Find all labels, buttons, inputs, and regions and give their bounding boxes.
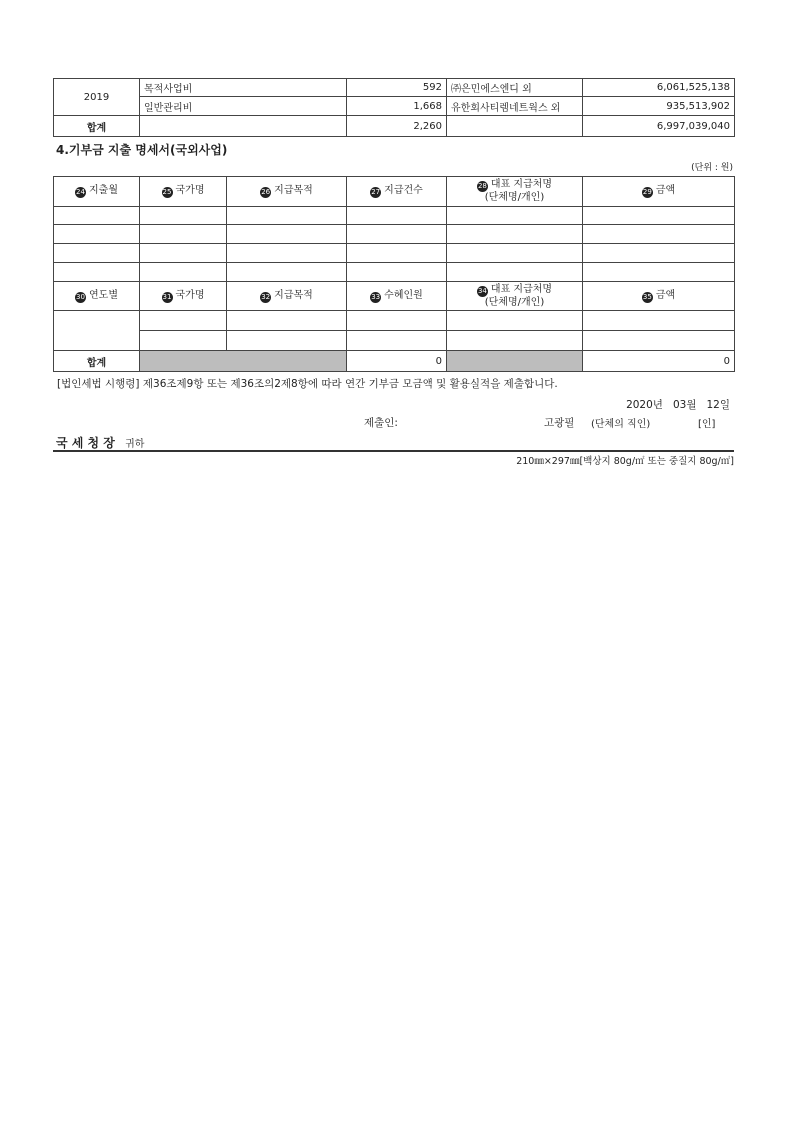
total-label: 합계: [54, 116, 140, 137]
header-representative-payee: 28 대표 지급처명 (단체명/개인): [447, 177, 583, 207]
foreign-expense-table: [53, 176, 735, 372]
table-row: [54, 263, 735, 282]
table-row: [54, 225, 735, 244]
empty-cell: [140, 116, 347, 137]
submitter-label: 제출인:: [364, 417, 398, 429]
recipient-cell: 유한회사티렘네트웍스 외: [447, 97, 583, 116]
table-row: [54, 207, 735, 225]
seal-mark: [인]: [698, 419, 716, 430]
header-purpose: 32 지급목적: [227, 282, 347, 311]
paper-spec: 210㎜×297㎜[백상지 80g/㎡ 또는 중질지 80g/㎡]: [516, 456, 734, 467]
legal-statement: [법인세법 시행령] 제36조제9항 또는 제36조의2제8항에 따라 연간 기부금 모금액 및 활용실적을 제출합니다.: [57, 378, 558, 390]
header-representative-payee: 34 대표 지급처명 (단체명/개인): [447, 282, 583, 311]
category-cell: 목적사업비: [140, 79, 347, 97]
header-year: 30 연도별: [54, 282, 140, 311]
total-count: 0: [347, 351, 447, 372]
header-country: 31 국가명: [140, 282, 227, 311]
expense-summary-table: [53, 78, 735, 137]
date-year: 2020년: [626, 399, 663, 411]
header-amount: 35 금액: [583, 282, 735, 311]
recipient-cell: ㈜은민에스엔디 외: [447, 79, 583, 97]
date-month: 03월: [672, 399, 697, 411]
total-amount: 0: [583, 351, 735, 372]
count-cell: 1,668: [347, 97, 447, 116]
addressee-honorific: 귀하: [125, 439, 145, 450]
amount-cell: 6,061,525,138: [583, 79, 735, 97]
header-payment-count: 27 지급건수: [347, 177, 447, 207]
amount-cell: 935,513,902: [583, 97, 735, 116]
total-count: 2,260: [347, 116, 447, 137]
total-label: 합계: [54, 351, 140, 372]
year-cell: 2019: [54, 79, 140, 116]
table-row: [54, 244, 735, 263]
table-row: [54, 331, 735, 351]
header-country: 25 국가명: [140, 177, 227, 207]
header-beneficiaries: 33 수혜인원: [347, 282, 447, 311]
footer-rule: [53, 450, 734, 452]
total-amount: 6,997,039,040: [583, 116, 735, 137]
addressee-title: 국 세 청 장: [56, 436, 115, 450]
date-day: 12일: [706, 399, 730, 411]
table-row: [54, 311, 735, 331]
section-title: 4.기부금 지출 명세서(국외사업): [56, 143, 228, 157]
submission-date: [626, 397, 730, 412]
count-cell: 592: [347, 79, 447, 97]
header-purpose: 26 지급목적: [227, 177, 347, 207]
submitter-name: 고광필: [544, 417, 575, 429]
header-expense-month: 24 지출월: [54, 177, 140, 207]
category-cell: 일반관리비: [140, 97, 347, 116]
shaded-cell: [447, 351, 583, 372]
unit-label: (단위 : 원): [691, 163, 733, 173]
empty-cell: [447, 116, 583, 137]
submitter-role: (단체의 직인): [591, 419, 651, 430]
header-amount: 29 금액: [583, 177, 735, 207]
addressee: [56, 432, 144, 451]
shaded-cell: [140, 351, 347, 372]
